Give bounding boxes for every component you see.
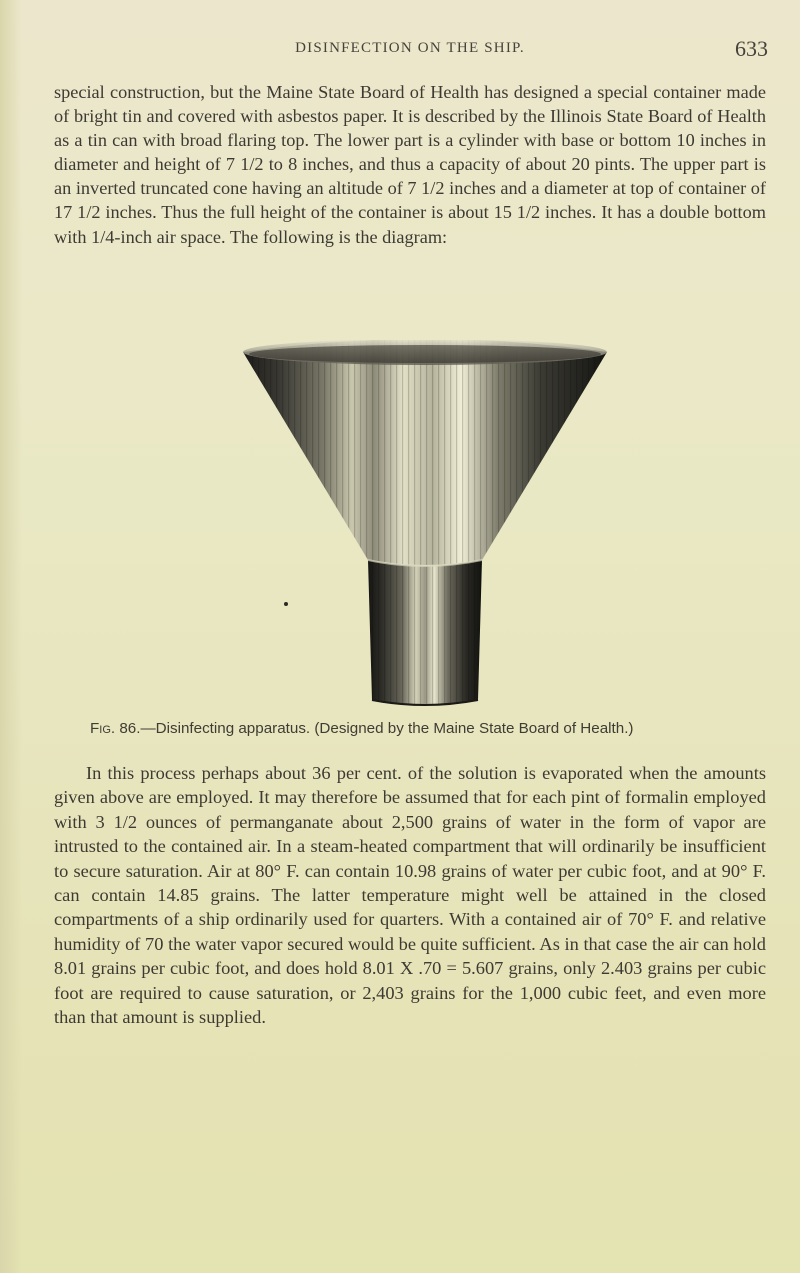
paragraph-1: special construction, but the Maine State Board of Health has designed a special container made of bright tin and covered with asbestos paper. It is described by the Illinois State Board of Health as a tin can with broad flaring top. The lower part is a cylinder with base or bottom 10 inches in diameter and height of 7 1/2 to 8 inches, and thus a capacity of about 20 pints. The upper part is an inverted truncated cone having an altitude of 7 1/2 inches and a diameter at top of container of 17 1/2 inches. Thus the full height of the container is about 15 1/2 inches. It has a double bottom with 1/4-inch air space. The following is the diagram: [54, 82, 766, 247]
page-header [52, 36, 768, 66]
page-edge-shadow [0, 0, 22, 1273]
figure-caption [90, 720, 790, 737]
page-number: 633 [735, 36, 768, 61]
figure-caption-label: Fig. 86. [90, 720, 141, 737]
figure-container-illustration [240, 340, 610, 710]
paragraph-2: In this process perhaps about 36 per cent. of the solution is evaporated when the amounts given above are employed. It may therefore be assumed that for each pint of formalin employed with 3 1/2 ounces of permanganate about 2,500 grains of water in the form of vapor are intrusted to the contained air. In a steam-heated compartment that will ordinarily be insufficient to secure saturation. Air at 80° F. can contain 10.98 grains of water per cubic foot, and at 90° F. can contain 14.85 grains. The latter temperature might well be attained in the closed compartments of a ship ordinarily used for quarters. With a contained air of 70° F. and relative humidity of 70 the water vapor secured would be quite sufficient. As in that case the air can hold 8.01 grains per cubic foot, and does hold 8.01 X .70 = 5.607 grains, only 2.403 grains per cubic foot are required to cause saturation, or 2,403 grains for the 1,000 cubic feet, and even more than that amount is supplied. [54, 763, 766, 1028]
figure-caption-text: —Disinfecting apparatus. (Designed by the Maine State Board of Health.) [140, 720, 634, 737]
running-head: DISINFECTION ON THE SHIP. [295, 40, 525, 56]
disinfecting-container-image [240, 340, 610, 710]
